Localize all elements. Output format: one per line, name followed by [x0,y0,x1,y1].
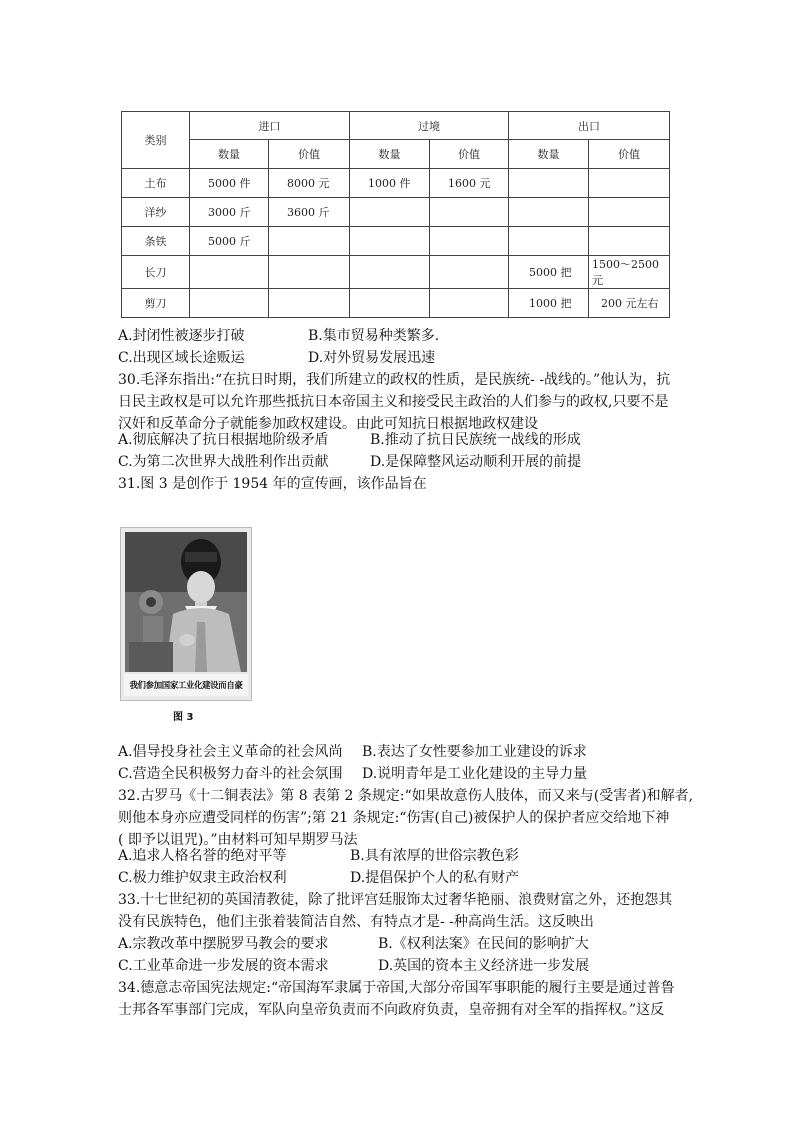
poster-illustration [125,532,247,672]
q31-option-b: B.表达了女性要参加工业建设的诉求 [362,744,587,760]
q30-stem-line: 汉奸和反革命分子就能参加政权建设。由此可知抗日根据地政权建设 [118,416,538,432]
q31-option-d: D.说明青年是工业化建设的主导力量 [362,766,588,782]
table-row [122,289,670,318]
q34-stem-line: 34.德意志帝国宪法规定:“帝国海军隶属于帝国,大部分帝国军事职能的履行主要是通过普鲁 [118,980,675,996]
table-cell: 1000 件 [350,169,430,198]
subheader: 数量 [509,140,589,169]
q33-stem-line: 33.十七世纪初的英国清教徒，除了批评宫廷服饰太过奢华艳丽、浪费财富之外，还抱怨其 [118,892,673,908]
q32-stem-line: 则他本身亦应遭受同样的伤害”;第 21 条规定:“伤害(自己)被保护人的保护者应交给地下神 [118,810,670,826]
row-category: 洋纱 [122,198,190,227]
table-cell: 8000 元 [269,169,350,198]
q30-stem-line: 日民主政权是可以允许那些抵抗日本帝国主义和接受民主政治的人们参与的政权,只要不是 [118,394,669,410]
table-cell [350,256,430,289]
table-row [122,227,670,256]
table-cell [350,227,430,256]
table-cell [190,289,269,318]
subheader: 价值 [430,140,509,169]
q33-stem-line: 没有民族特色，他们主张着装简洁自然、有特点才是- -种高尚生活。这反映出 [118,914,594,930]
q29-option-d: D.对外贸易发展迅速 [308,350,436,366]
q33-option-a: A.宗教改革中摆脱罗马教会的要求 [118,936,329,952]
subheader: 价值 [269,140,350,169]
row-category: 条铁 [122,227,190,256]
poster-background [125,532,247,672]
table-cell [430,227,509,256]
q32-option-b: B.具有浓厚的世俗宗教色彩 [350,848,519,864]
table-cell [430,256,509,289]
table-cell: 1500～2500 元 [589,256,670,289]
trade-table [121,111,670,318]
q29-option-c: C.出现区域长途贩运 [118,350,245,366]
table-cell [269,256,350,289]
table-cell [350,289,430,318]
q31-stem-line: 31.图 3 是创作于 1954 年的宣传画，该作品旨在 [118,476,427,492]
q33-option-c: C.工业革命进一步发展的资本需求 [118,958,329,974]
row-category: 剪刀 [122,289,190,318]
figure-label: 图 3 [173,712,194,723]
subheader: 数量 [190,140,269,169]
table-cell: 5000 件 [190,169,269,198]
table-cell [509,227,589,256]
q32-option-c: C.极力维护奴隶主政治权利 [118,870,287,886]
table-row [122,256,670,289]
poster-caption: 我们参加国家工业化建设而自豪 [124,674,248,696]
header-category: 类别 [122,112,190,169]
q31-option-a: A.倡导投身社会主义革命的社会风尚 [118,744,343,760]
q34-stem-line: 士邦各军事部门完成，军队向皇帝负责而不向政府负责，皇帝拥有对全军的指挥权。”这反 [118,1002,665,1018]
q30-option-c: C.为第二次世界大战胜利作出贡献 [118,454,329,470]
q32-option-d: D.提倡保护个人的私有财产 [350,870,520,886]
table-cell [509,198,589,227]
table-cell: 200 元左右 [589,289,670,318]
table-cell: 3600 斤 [269,198,350,227]
q32-option-a: A.追求人格名誉的绝对平等 [118,848,287,864]
table-cell [269,289,350,318]
header-transit: 过境 [350,112,509,140]
q29-option-a: A.封闭性被逐步打破 [118,328,245,344]
table-row [122,169,670,198]
subheader: 价值 [589,140,670,169]
table-cell [190,256,269,289]
table-cell: 3000 斤 [190,198,269,227]
header-export: 出口 [509,112,670,140]
table-cell [589,198,670,227]
q32-stem-line: ( 即予以诅咒)。”由材料可知早期罗马法 [118,832,358,848]
table-cell [430,198,509,227]
row-category: 长刀 [122,256,190,289]
subheader: 数量 [350,140,430,169]
table-cell [589,169,670,198]
table-cell [430,289,509,318]
table-cell [350,198,430,227]
q31-option-c: C.营造全民积极努力奋斗的社会氛围 [118,766,343,782]
table-cell: 1600 元 [430,169,509,198]
q30-option-d: D.是保障整风运动顺利开展的前提 [370,454,582,470]
q33-option-b: B.《权利法案》在民间的影响扩大 [378,936,589,952]
q29-option-b: B.集市贸易种类繁多. [308,328,440,344]
table-row [122,198,670,227]
header-import: 进口 [190,112,350,140]
q30-option-b: B.推动了抗日民族统一战线的形成 [370,432,581,448]
table-cell [589,227,670,256]
table-cell [509,169,589,198]
table-cell: 5000 把 [509,256,589,289]
q30-stem-line: 30.毛泽东指出:“在抗日时期，我们所建立的政权的性质，是民族统- -战线的。”他认为，抗 [118,372,671,388]
propaganda-poster-image [120,527,252,701]
q32-stem-line: 32.古罗马《十二铜表法》第 8 表第 2 条规定:“如果故意伤人肢体，而又来与(受害者)和解者, [118,788,694,804]
row-category: 土布 [122,169,190,198]
table-cell: 1000 把 [509,289,589,318]
q33-option-d: D.英国的资本主义经济进一步发展 [378,958,590,974]
table-cell: 5000 斤 [190,227,269,256]
q30-option-a: A.彻底解决了抗日根据地阶级矛盾 [118,432,329,448]
table-cell [269,227,350,256]
